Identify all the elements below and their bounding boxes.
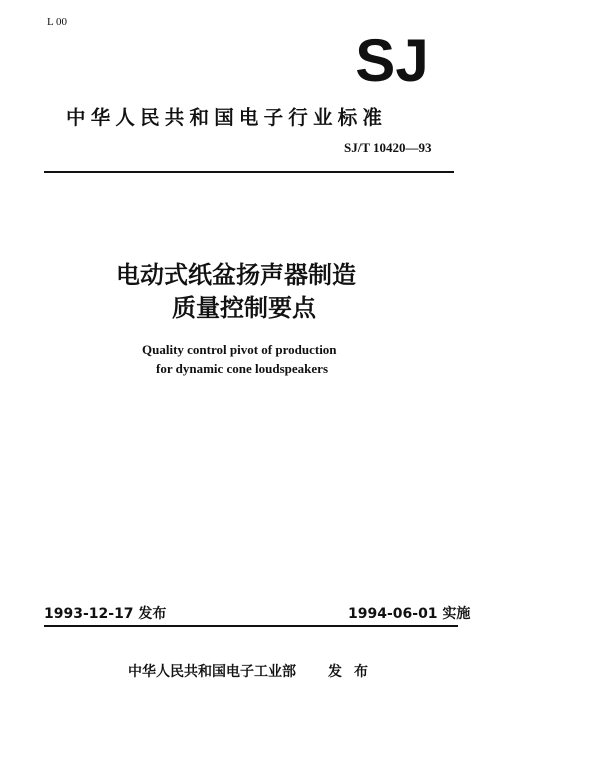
title-cn-line2: 质量控制要点 — [172, 294, 316, 322]
title-en-line2: for dynamic cone loudspeakers — [156, 361, 329, 376]
top-divider — [44, 171, 454, 173]
publisher: 中华人民共和国电子工业部 — [128, 664, 296, 680]
title-cn-line1: 电动式纸盆扬声器制造 — [116, 261, 356, 289]
standard-category: 中华人民共和国电子行业标准 — [66, 106, 388, 129]
bottom-divider — [44, 625, 458, 627]
publish-word: 发布 — [328, 664, 380, 680]
standard-number: SJ/T 10420—93 — [344, 140, 432, 155]
title-en-line1: Quality control pivot of production — [142, 342, 337, 357]
classification-code: L 00 — [47, 16, 68, 28]
sj-logo — [343, 32, 441, 84]
logo-text: SJ — [355, 32, 429, 84]
implementation-date: 1994-06-01 实施 — [348, 606, 471, 622]
issue-date: 1993-12-17 发布 — [44, 606, 167, 622]
